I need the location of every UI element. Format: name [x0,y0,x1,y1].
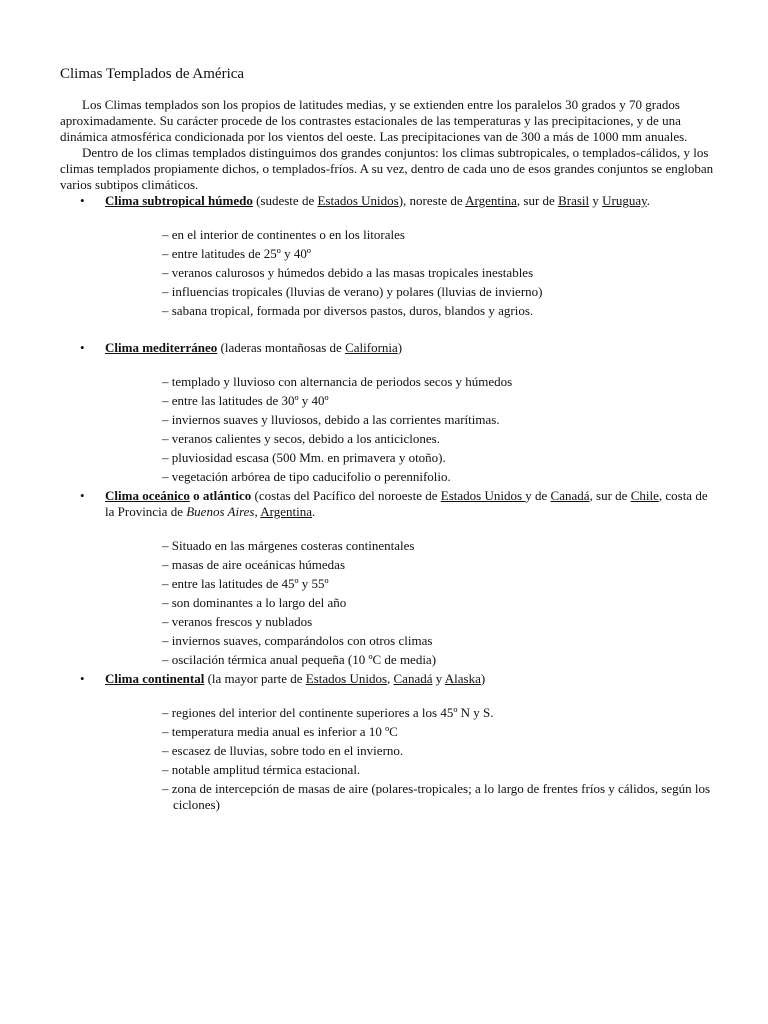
climate-desc: , sur de [516,193,559,208]
bullet: • [80,193,85,208]
climate-desc: (sudeste de [252,193,318,208]
link-estados-unidos[interactable]: Estados Unidos [440,488,526,503]
link-argentina[interactable]: Argentina [260,504,313,519]
trait-item: – inviernos suaves y lluviosos, debido a las corrientes marítimas. [162,412,500,427]
trait-item: – vegetación arbórea de tipo caducifolio o perennifolio. [162,469,451,484]
trait-item: – sabana tropical, formada por diversos pastos, duros, blandos y agrios. [162,303,534,318]
climate-name-suffix: o atlántico [189,488,252,503]
trait-item: – entre las latitudes de 45º y 55º [162,576,329,591]
climate-desc: (laderas montañosas de [217,340,346,355]
document-page [60,66,715,816]
climate-name: Clima mediterráneo [105,340,218,355]
trait-item: – inviernos suaves, comparándolos con otros climas [162,633,433,648]
climate-name: Clima oceánico [105,488,190,503]
climate-desc: y de [525,488,551,503]
climate-desc: . [646,193,651,208]
climate-name: Clima subtropical húmedo [105,193,253,208]
link-alaska[interactable]: Alaska [444,671,481,686]
climate-name: Clima continental [105,671,205,686]
climate-item-mediterraneo [60,340,715,485]
climate-heading [105,340,715,356]
trait-item: – son dominantes a lo largo del año [162,595,347,610]
climate-item-oceanico [60,488,715,668]
climate-item-subtropical [60,193,715,340]
trait-item: – entre latitudes de 25º y 40º [162,246,311,261]
trait-item: – oscilación térmica anual pequeña (10 ºC de media) [162,652,437,667]
climate-desc: ), noreste de [398,193,466,208]
link-chile[interactable]: Chile [630,488,659,503]
trait-item: – en el interior de continentes o en los litorales [162,227,405,242]
trait-item: – veranos calientes y secos, debido a los anticiclones. [162,431,440,446]
climate-desc: ) [480,671,486,686]
trait-item: – escasez de lluvias, sobre todo en el invierno. [162,743,404,758]
climate-desc: , [254,504,261,519]
trait-item: – masas de aire oceánicas húmedas [162,557,346,572]
climate-heading [105,488,715,520]
link-uruguay[interactable]: Uruguay [602,193,647,208]
climate-desc: y [589,193,603,208]
trait-item: – pluviosidad escasa (500 Mm. en primavera y otoño). [162,450,446,465]
trait-item: – regiones del interior del continente superiores a los 45º N y S. [162,705,494,720]
trait-item: – zona de intercepción de masas de aire (polares-tropicales; a lo largo de frentes fríos y cálidos, según los ciclones) [162,781,711,812]
link-estados-unidos[interactable]: Estados Unidos [317,193,399,208]
link-canada[interactable]: Canadá [550,488,590,503]
trait-item: – entre las latitudes de 30º y 40º [162,393,329,408]
link-canada[interactable]: Canadá [393,671,433,686]
bullet: • [80,340,85,355]
climate-desc: ) [397,340,403,355]
groups-paragraph: Dentro de los climas templados distinguimos dos grandes conjuntos: los climas subtropicales, o templados-cálidos, y los climas templados propiamente dichos, o templados-fríos. A su vez, dentro de cada uno de esos grandes conjuntos se engloban varios subtipos climáticos. [60,145,714,192]
place-buenos-aires: Buenos Aires [186,504,255,519]
trait-item: – influencias tropicales (lluvias de verano) y polares (lluvias de invierno) [162,284,543,299]
link-california[interactable]: California [345,340,398,355]
climate-desc: , costa de la Provincia de [105,488,708,519]
trait-list [105,705,715,813]
trait-list [105,227,715,319]
link-argentina[interactable]: Argentina [465,193,517,208]
climate-desc: , [387,671,394,686]
trait-item: – Situado en las márgenes costeras continentales [162,538,415,553]
link-brasil[interactable]: Brasil [558,193,590,208]
trait-list [105,374,715,485]
trait-item: – notable amplitud térmica estacional. [162,762,361,777]
climate-desc: , sur de [589,488,631,503]
document-title: Climas Templados de América [60,66,245,82]
trait-item: – veranos calurosos y húmedos debido a las masas tropicales inestables [162,265,534,280]
climate-item-continental [60,671,715,813]
intro-paragraph: Los Climas templados son los propios de latitudes medias, y se extienden entre los paralelos 30 grados y 70 grados aproximadamente. Su carácter procede de los contrastes estacionales de las temperaturas y las precipitaciones, y de una dinámica atmosférica condicionada por los vientos del oeste. Las precipitaciones van de 300 a más de 1000 mm anuales. [60,97,688,144]
climate-desc: (la mayor parte de [204,671,306,686]
bullet: • [80,488,85,503]
climate-desc: y [432,671,445,686]
climate-heading [105,193,715,209]
climate-heading [105,671,715,687]
trait-item: – veranos frescos y nublados [162,614,313,629]
trait-list [105,538,715,668]
trait-item: – templado y lluvioso con alternancia de periodos secos y húmedos [162,374,513,389]
link-estados-unidos[interactable]: Estados Unidos [305,671,387,686]
trait-item: – temperatura media anual es inferior a 10 ºC [162,724,398,739]
climate-list [60,193,715,813]
bullet: • [80,671,85,686]
climate-desc: . [312,504,316,519]
climate-desc: (costas del Pacífico del noroeste de [251,488,441,503]
